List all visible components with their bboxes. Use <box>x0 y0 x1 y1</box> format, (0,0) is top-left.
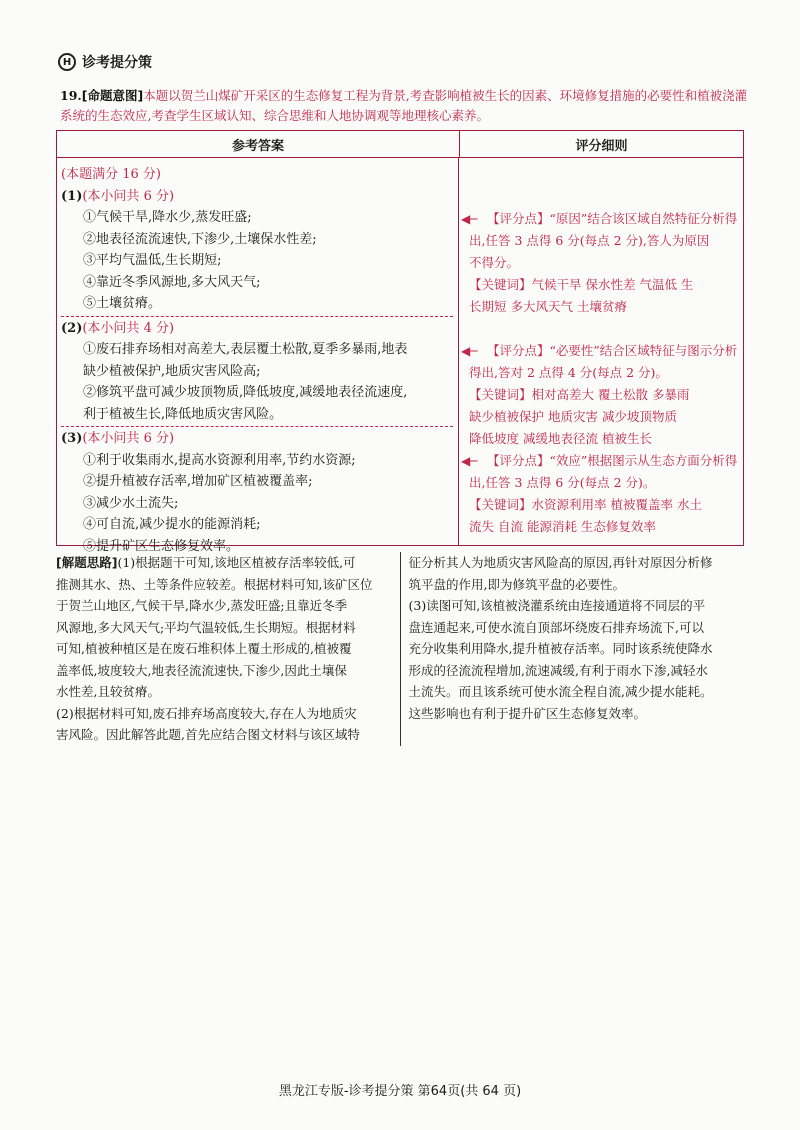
answer-line: ④靠近冬季风源地,多大风天气; <box>83 274 261 290</box>
analysis-line: 于贺兰山地区,气候干旱,降水少,蒸发旺盛;且靠近冬季 <box>56 598 348 613</box>
answer-line: ①利于收集雨水,提高水资源利用率,节约水资源; <box>83 452 356 468</box>
analysis-line: 盘连通起来,可使水流自顶部坏绕废石排弃场流下,可以 <box>408 619 704 635</box>
section-divider <box>61 316 453 317</box>
table-body <box>57 158 743 554</box>
criteria-line: 【关键词】气候干旱 保水性差 气温低 生 <box>469 277 694 292</box>
full-score: (本题满分 16 分) <box>61 167 161 182</box>
criteria-line: 【关键词】相对高差大 覆土松散 多暴雨 <box>469 387 690 402</box>
table-header <box>57 131 743 158</box>
answer-table <box>56 130 744 554</box>
answer-line: ②提升植被存活率,增加矿区植被覆盖率; <box>83 474 313 489</box>
analysis-line: 害风险。因此解答此题,首先应结合图文材料与该区域特 <box>56 727 360 742</box>
analysis-line: 推测其水、热、土等条件应较差。根据材料可知,该矿区位 <box>56 576 373 592</box>
section-1-title: (1)(本小问共 6 分) <box>61 188 175 204</box>
section-divider <box>61 426 453 427</box>
answer-line: ②地表径流流速快,下渗少,土壤保水性差; <box>83 231 317 247</box>
analysis-line: 筑平盘的作用,即为修筑平盘的必要性。 <box>408 576 625 592</box>
answer-line: ①废石排弃场相对高差大,表层覆土松散,夏季多暴雨,地表 <box>83 342 408 357</box>
answer-line: ②修筑平盘可减少坡顶物质,降低坡度,减缓地表径流速度, <box>83 385 408 400</box>
answer-line: ④可自流,减少提水的能源消耗; <box>83 517 261 532</box>
page-header <box>58 52 152 72</box>
answer-column <box>57 158 459 554</box>
analysis-right-column <box>401 552 745 746</box>
criteria-line: 不得分。 <box>469 255 520 270</box>
analysis-line: 可知,植被种植区是在废石堆积体上覆土形成的,植被覆 <box>56 641 352 656</box>
criteria-line: 流失 自流 能源消耗 生态修复效率 <box>469 519 656 534</box>
analysis-line: 土流失。而且该系统可使水流全程自流,减少提水能耗。 <box>408 684 713 699</box>
analysis-line: 形成的径流流程增加,流速减缓,有利于雨水下渗,减轻水 <box>408 662 708 678</box>
criteria-block-1 <box>461 208 738 318</box>
criteria-block-2 <box>461 340 738 450</box>
brand-logo-icon: H <box>58 53 76 71</box>
answer-line: ③平均气温低,生长期短; <box>83 253 222 268</box>
intent-text: 本题以贺兰山煤矿开采区的生态修复工程为背景,考查影响植被生长的因素、环境修复措施的必要性和植被浇灌系统的生态效应,考查学生区域认知、综合思维和人地协调观等地理核心素养。 <box>60 88 748 123</box>
solution-analysis <box>56 552 744 746</box>
criteria-line: 【评分点】“效应”根据图示从生态方面分析得 <box>487 453 738 468</box>
criteria-line: 出,任答 3 点得 6 分(每点 2 分)。 <box>469 475 656 490</box>
criteria-line: 缺少植被保护 地质灾害 减少坡顶物质 <box>469 409 677 424</box>
page-footer: 黑龙江专版-诊考提分策 第64页(共 64 页) <box>278 1084 522 1099</box>
answer-line: 利于植被生长,降低地质灾害风险。 <box>83 406 283 422</box>
arrow-left-icon: ◀─ <box>461 212 478 226</box>
analysis-line: 风源地,多大风天气;平均气温较低,生长期短。根据材料 <box>56 619 356 635</box>
criteria-line: 得出,答对 2 点得 4 分(每点 2 分)。 <box>469 365 668 380</box>
header-title: 诊考提分策 <box>82 55 152 71</box>
answer-line: ⑤土壤贫瘠。 <box>83 296 162 311</box>
question-number: 19. <box>60 88 82 103</box>
answer-line: ⑤提升矿区生态修复效率。 <box>83 538 240 554</box>
header-scoring-rules: 评分细则 <box>575 138 628 154</box>
header-reference-answer: 参考答案 <box>57 131 460 157</box>
analysis-tag: [解题思路] <box>56 555 118 570</box>
criteria-line: 出,任答 3 点得 6 分(每点 2 分),答人为原因 <box>469 233 710 248</box>
criteria-line: 【关键词】水资源利用率 植被覆盖率 水土 <box>469 497 702 512</box>
criteria-line: 【评分点】“必要性”结合区域特征与图示分析 <box>487 343 738 358</box>
section-2-title: (2)(本小问共 4 分) <box>61 320 175 336</box>
analysis-line: 水性差,且较贫瘠。 <box>56 684 160 699</box>
question-intent <box>60 86 750 126</box>
analysis-line: (2)根据材料可知,废石排弃场高度较大,存在人为地质灾 <box>56 705 357 721</box>
answer-line: 缺少植被保护,地质灾害风险高; <box>83 363 261 379</box>
analysis-line: (3)读图可知,该植被浇灌系统由连接通道将不同层的平 <box>408 598 706 613</box>
criteria-line: 长期短 多大风天气 土壤贫瘠 <box>469 299 627 314</box>
answer-line: ③减少水土流失; <box>83 495 179 511</box>
intent-tag: [命题意图] <box>81 88 144 103</box>
analysis-line: 征分析其人为地质灾害风险高的原因,再针对原因分析修 <box>408 555 713 570</box>
arrow-left-icon: ◀─ <box>461 454 478 468</box>
analysis-line: 充分收集利用降水,提升植被存活率。同时该系统使降水 <box>408 641 713 656</box>
analysis-line: [解题思路](1)根据题干可知,该地区植被存活率较低,可 <box>56 555 356 570</box>
analysis-line: 盖率低,坡度较大,地表径流流速快,下渗少,因此土壤保 <box>56 662 347 678</box>
criteria-line: 降低坡度 减缓地表径流 植被生长 <box>469 431 652 446</box>
analysis-left-column <box>56 552 401 746</box>
analysis-line: 这些影响也有利于提升矿区生态修复效率。 <box>408 705 647 721</box>
arrow-left-icon: ◀─ <box>461 344 478 358</box>
criteria-line: 【评分点】“原因”结合该区域自然特征分析得 <box>487 211 738 226</box>
criteria-block-3 <box>461 450 738 538</box>
answer-line: ①气候干旱,降水少,蒸发旺盛; <box>83 210 252 225</box>
section-3-title: (3)(本小问共 6 分) <box>61 431 175 446</box>
criteria-column <box>459 158 743 546</box>
